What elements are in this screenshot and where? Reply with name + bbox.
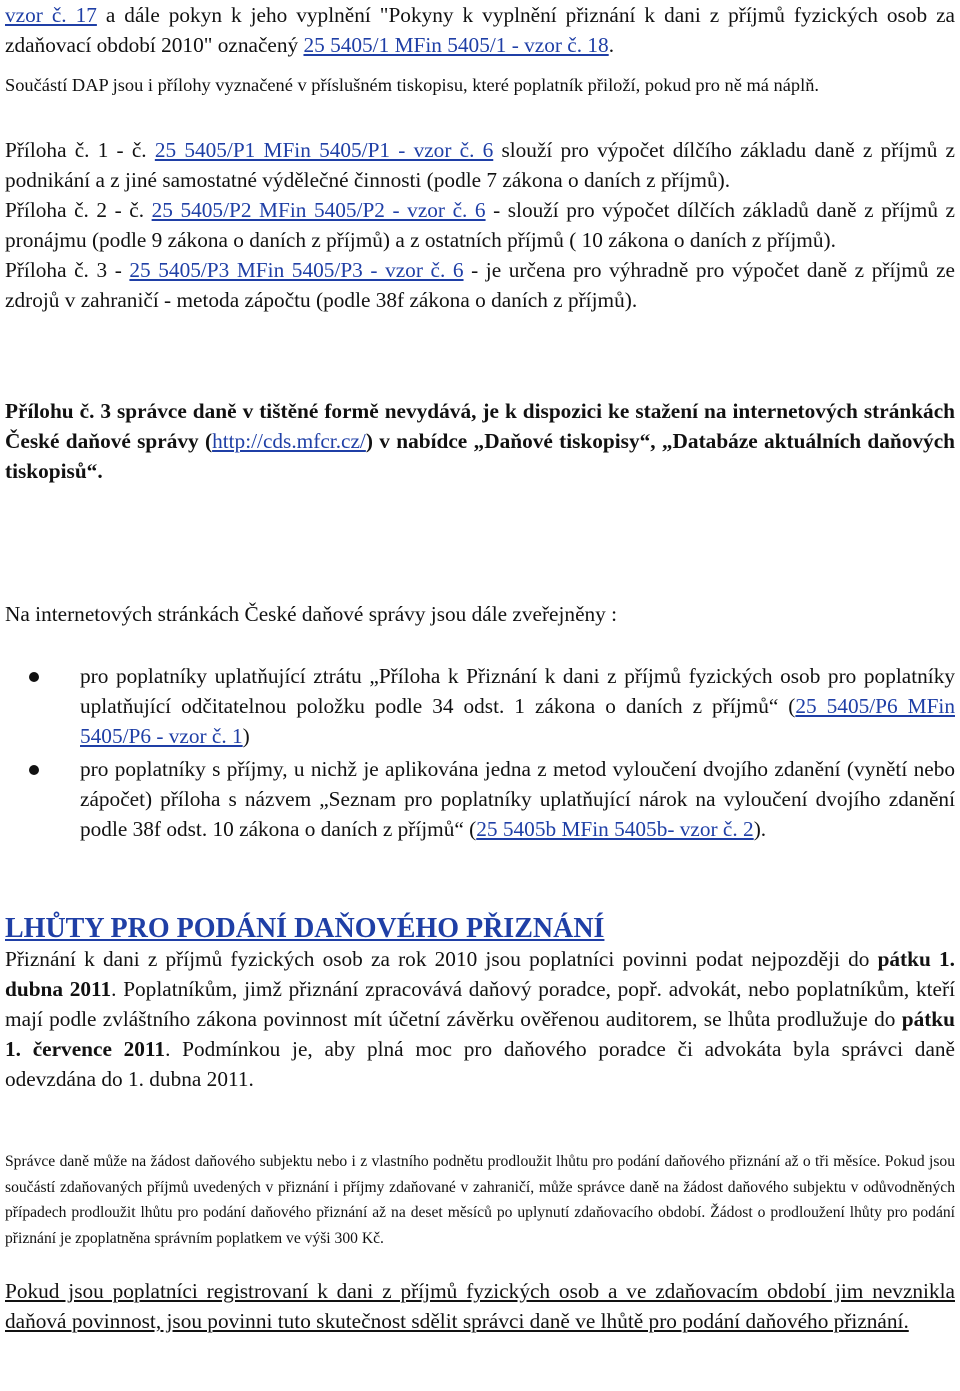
registered-paragraph: Pokud jsou poplatníci registrovaní k dani z příjmů fyzických osob a ve zdaňovacím období jim nevznikla daňová povinnost, jsou povinni tuto skutečnost sdělit správci daně ve lhůtě pro podání daňového přiznání. [5, 1279, 955, 1333]
deadline-text-a: Přiznání k dani z příjmů fyzických osob za rok 2010 jsou poplatníci povinni podat nejpozději do [5, 947, 878, 971]
bullet-icon [29, 765, 39, 775]
priloha-2-text: - slouží pro výpočet dílčích základů daně z příjmů z pronájmu (podle 9 zákona o daních z příjmů) a z ostatních příjmů ( 10 zákona o daních z příjmů). [5, 198, 955, 252]
priloha-3-paragraph [5, 255, 955, 315]
intro-end: . [608, 33, 615, 57]
cds-website-link[interactable]: http://cds.mfcr.cz/ [212, 429, 366, 453]
intro-text: a dále pokyn k jeho vyplnění "Pokyny k vyplnění přiznání k dani z příjmů fyzických osob za zdaňovací období 2010" označený [5, 3, 955, 57]
published-section [5, 599, 955, 844]
extension-paragraph: Správce daně může na žádost daňového subjektu nebo i z vlastního podnětu prodloužit lhůtu pro podání daňového přiznání až o tři měsíce. Pokud jsou součástí zdaňovaných příjmů uvedených v přiznání i příjmy zdaňované v zahraničí, může správce daně na žádost daňového subjektu v odůvodněných případech prodloužit lhůtu pro podání daňového přiznání až na deset měsíců po uplynutí zdaňovacího období. Žádost o prodloužení lhůty pro podání přiznání je zpoplatněna správním poplatkem ve výši 300 Kč. [5, 1153, 955, 1247]
vzor-17-link[interactable]: vzor č. 17 [5, 3, 97, 27]
priloha-3-text: - je určena pro výhradně pro výpočet daně z příjmů ze zdrojů v zahraničí - metoda zápočtu (podle 38f zákona o daních z příjmů). [5, 258, 955, 312]
intro-paragraph [5, 0, 955, 60]
bullet-2-end: ). [753, 817, 767, 841]
list-item [5, 661, 955, 751]
notice-text-a: Přílohu č. 3 správce daně v tištěné formě nevydává, je k dispozici ke stažení na internetových stránkách České daňové správy ( [5, 399, 955, 453]
deadline-section [5, 944, 955, 1094]
deadline-paragraph [5, 944, 955, 1094]
page-heading: LHŮTY PRO PODÁNÍ DAŇOVÉHO PŘIZNÁNÍ [5, 913, 605, 944]
priloha-2-paragraph [5, 195, 955, 255]
priloha-1-text: slouží pro výpočet dílčího základu daně z příjmů z podnikání a z jiné samostatné výdělečné činnosti (podle 7 zákona o daních z příjmů). [5, 138, 956, 192]
seznam-link[interactable]: 25 5405b MFin 5405b- vzor č. 2 [476, 817, 754, 841]
deadline-text-c: . Poplatníkům, jimž přiznání zpracovává daňový poradce, popř. advokát, nebo poplatníkům, kteří mají podle zvláštního zákona povinnost mít účetní závěrku ověřenou auditorem, se lhůta prodlužuje do [5, 977, 955, 1031]
bullet-2-text: pro poplatníky s příjmy, u nichž je aplikována jedna z metod vyloučení dvojího zdanění (vynětí nebo zápočet) příloha s názvem „Seznam pro poplatníky uplatňující nárok na vyloučení dvojího zdanění podle 38f odst. 10 zákona o daních z příjmů“ ( [80, 757, 955, 841]
priloha-1-link[interactable]: 25 5405/P1 MFin 5405/P1 - vzor č. 6 [154, 138, 494, 162]
vzor-18-link[interactable]: 25 5405/1 MFin 5405/1 - vzor č. 18 [303, 33, 609, 57]
attachments-note: Součástí DAP jsou i přílohy vyznačené v příslušném tiskopisu, které poplatník přiloží, pokud pro ně má náplň. [5, 75, 820, 95]
priloha-1-paragraph [5, 135, 955, 195]
priloha-6-link[interactable]: 25 5405/P6 MFin 5405/P6 - vzor č. 1 [80, 694, 955, 748]
priloha-2-link[interactable]: 25 5405/P2 MFin 5405/P2 - vzor č. 6 [151, 198, 486, 222]
bullet-1-text: pro poplatníky uplatňující ztrátu „Příloha k Přiznání k dani z příjmů fyzických osob pro poplatníky uplatňující odčitatelnou položku podle 34 odst. 1 zákona o daních z příjmů“ ( [80, 664, 955, 718]
registered-section [5, 1276, 955, 1336]
priloha-3-link[interactable]: 25 5405/P3 MFin 5405/P3 - vzor č. 6 [129, 258, 464, 282]
deadline-text-d: . Podmínkou je, aby plná moc pro daňového poradce či advokáta byla správci daně odevzdána do 1. dubna 2011. [5, 1037, 956, 1091]
bullet-icon [29, 672, 39, 682]
deadline-date-2: pátku 1. července 2011 [5, 1007, 955, 1061]
intro-section [5, 0, 955, 100]
extension-section [5, 1149, 955, 1251]
priloha-section [5, 135, 955, 315]
notice-section [5, 396, 955, 486]
published-list [5, 661, 955, 844]
notice-text-b: ) v nabídce „Daňové tiskopisy“, „Databáze aktuálních daňových tiskopisů“. [5, 429, 955, 483]
heading-section [5, 911, 955, 947]
priloha-1-label: Příloha č. 1 - č. [5, 138, 155, 162]
priloha-3-label: Příloha č. 3 - [5, 258, 130, 282]
bullet-1-end: ) [242, 724, 250, 748]
published-intro: Na internetových stránkách České daňové správy jsou dále zveřejněny : [5, 602, 618, 626]
deadline-date-1: pátku 1. dubna 2011 [5, 947, 955, 1001]
notice-paragraph [5, 396, 955, 486]
list-item [5, 754, 955, 844]
priloha-2-label: Příloha č. 2 - č. [5, 198, 152, 222]
